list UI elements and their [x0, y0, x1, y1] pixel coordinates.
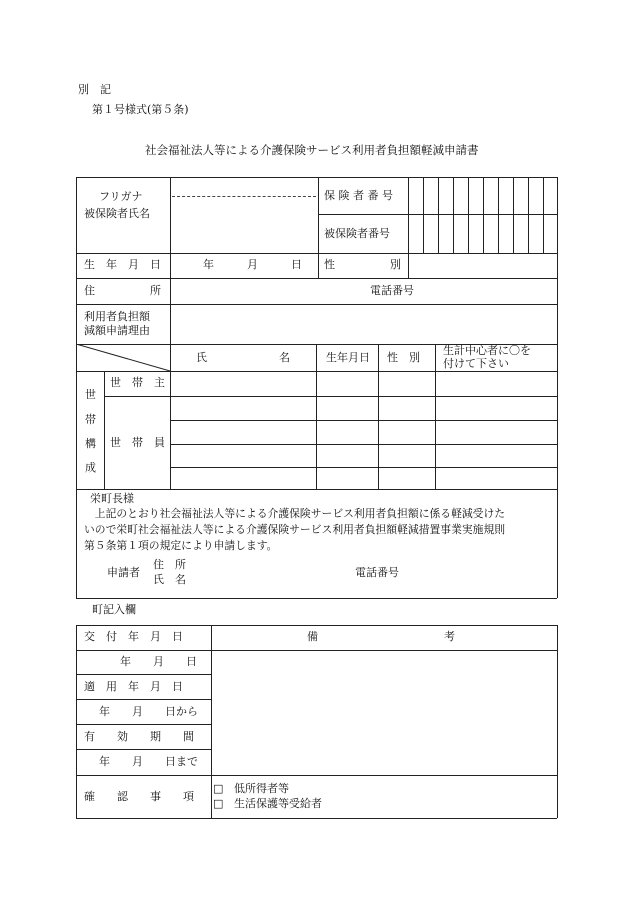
remarks-label-1: 備	[307, 630, 318, 643]
annex-label: 別 記	[78, 83, 111, 96]
household-head-label: 世 帯 主	[110, 376, 165, 389]
addressee: 栄町長様	[90, 492, 134, 505]
checkbox-welfare[interactable]: □	[213, 797, 224, 810]
address-label: 住 所	[84, 284, 161, 297]
col-birth: 生年月日	[326, 351, 370, 364]
reason-label-2: 減額申請理由	[84, 324, 150, 337]
household-member-label: 世 帯 員	[110, 436, 165, 449]
col-sex: 性 別	[387, 351, 420, 364]
applicant-name-label: 氏 名	[153, 573, 186, 586]
declaration-line-2: いので栄町社会福祉法人等による介護保険サービス利用者負担額軽減措置事業実施規則	[84, 523, 506, 536]
form-number: 第１号様式(第５条)	[92, 103, 189, 116]
remarks-label-2: 考	[444, 630, 455, 643]
household-side-2: 帯	[85, 413, 96, 426]
office-section-title: 町記入欄	[92, 603, 136, 616]
sex-label: 性	[324, 258, 335, 271]
check-item-welfare: 生活保護等受給者	[234, 797, 322, 810]
confirm-label: 確 認 事 項	[84, 790, 194, 803]
phone-label: 電話番号	[370, 284, 414, 297]
col-center-1: 生計中心者に〇を	[443, 344, 531, 357]
birth-label: 生 年 月 日	[84, 258, 161, 271]
valid-period-label: 有 効 期 間	[84, 730, 194, 743]
col-name-1: 氏	[196, 351, 207, 364]
insured-number-label: 被保険者番号	[324, 227, 390, 240]
birth-date-value: 年 月 日	[203, 258, 302, 271]
reason-label-1: 利用者負担額	[84, 310, 150, 323]
diagonal-line	[76, 344, 171, 372]
valid-until-value: 年 月 日まで	[99, 755, 198, 768]
furigana-label: フリガナ	[99, 190, 143, 203]
insurer-number-label: 保 険 者 番 号	[324, 189, 393, 202]
insured-name-label: 被保険者氏名	[84, 207, 150, 220]
household-side-1: 世	[85, 388, 96, 401]
issue-date-value: 年 月 日	[120, 655, 197, 668]
applicant-phone-label: 電話番号	[355, 566, 399, 579]
page-title: 社会福祉法人等による介護保険サービス利用者負担額軽減申請書	[145, 143, 479, 157]
applicant-label: 申請者	[107, 566, 140, 579]
applicant-address-label: 住 所	[153, 558, 186, 571]
col-name-2: 名	[279, 351, 290, 364]
declaration-line-3: 第５条第１項の規定により申請します。	[84, 539, 278, 552]
sex-label-2: 別	[390, 258, 401, 271]
household-side-4: 成	[85, 461, 96, 474]
issue-date-label: 交 付 年 月 日	[84, 630, 183, 643]
declaration-line-1: 上記のとおり社会福祉法人等による介護保険サービス利用者負担額に係る軽減受けた	[84, 507, 506, 520]
apply-from-value: 年 月 日から	[99, 705, 198, 718]
household-side-3: 構	[85, 437, 96, 450]
col-center-2: 付けて下さい	[443, 357, 509, 370]
apply-date-label: 適 用 年 月 日	[84, 680, 183, 693]
check-item-low-income: 低所得者等	[234, 782, 289, 795]
checkbox-low-income[interactable]: □	[213, 782, 224, 795]
